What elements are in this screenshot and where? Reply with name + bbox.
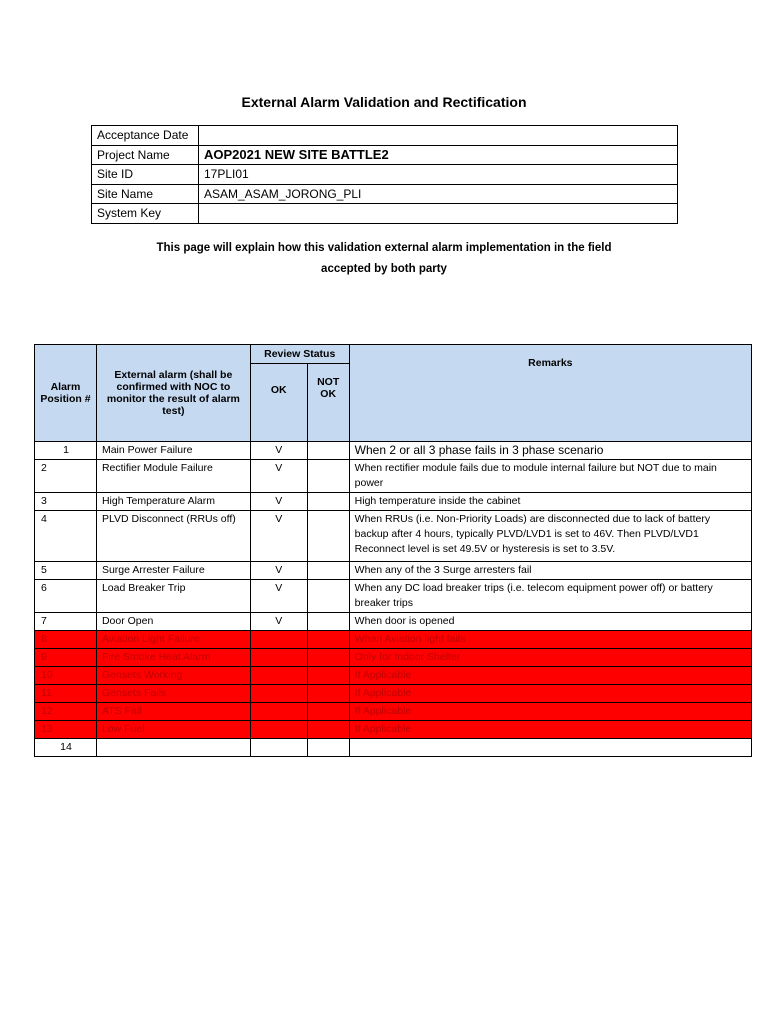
info-row-system-key [92,204,678,224]
info-row-acceptance-date [92,126,678,146]
status-ok-cell [250,685,307,703]
status-not-ok-cell [307,721,349,739]
info-label: Acceptance Date [92,126,199,146]
alarm-name-cell: PLVD Disconnect (RRUs off) [96,511,250,562]
header-external-alarm: External alarm (shall be confirmed with NOC to monitor the result of alarm test) [96,345,250,442]
table-row [35,580,752,613]
header-alarm-position: Alarm Position # [35,345,97,442]
alarm-name-cell: Gensets Fails [96,685,250,703]
info-row-site-id [92,165,678,185]
remarks-cell: Only for Indoor Shelter [349,649,751,667]
alarm-name-cell: Aviation Light Failure [96,631,250,649]
table-row [35,649,752,667]
info-label: Site Name [92,184,199,204]
status-ok-cell: V [250,562,307,580]
status-ok-cell: V [250,580,307,613]
header-row [35,345,752,364]
alarm-name-cell: Door Open [96,613,250,631]
page-title: External Alarm Validation and Rectification [241,94,527,110]
status-not-ok-cell [307,631,349,649]
site-info-table [91,125,678,224]
table-row [35,493,752,511]
alarm-name-cell: Main Power Failure [96,442,250,460]
status-ok-cell: V [250,493,307,511]
remarks-cell: If Applicable [349,721,751,739]
status-not-ok-cell [307,613,349,631]
alarm-name-cell: Load Breaker Trip [96,580,250,613]
info-value [199,126,678,146]
info-row-project-name [92,145,678,165]
alarm-position-cell: 6 [35,580,97,613]
status-not-ok-cell [307,442,349,460]
table-row [35,442,752,460]
remarks-cell: When door is opened [349,613,751,631]
remarks-cell: When rectifier module fails due to module internal failure but NOT due to main power [349,460,751,493]
status-ok-cell: V [250,442,307,460]
info-row-site-name [92,184,678,204]
remarks-cell: High temperature inside the cabinet [349,493,751,511]
alarm-position-cell: 4 [35,511,97,562]
status-ok-cell [250,739,307,757]
table-row [35,562,752,580]
alarm-position-cell: 8 [35,631,97,649]
alarm-name-cell: ATS Fail [96,703,250,721]
alarm-name-cell: Low Fuel [96,721,250,739]
status-not-ok-cell [307,580,349,613]
status-not-ok-cell [307,685,349,703]
alarm-position-cell: 12 [35,703,97,721]
table-row [35,685,752,703]
alarm-position-cell: 14 [35,739,97,757]
info-label: System Key [92,204,199,224]
header-not-ok: NOT OK [307,364,349,442]
alarm-position-cell: 10 [35,667,97,685]
status-not-ok-cell [307,460,349,493]
remarks-cell: If Applicable [349,667,751,685]
status-ok-cell [250,721,307,739]
status-ok-cell [250,703,307,721]
alarm-position-cell: 2 [35,460,97,493]
info-value: 17PLI01 [199,165,678,185]
info-value [199,204,678,224]
status-ok-cell [250,631,307,649]
alarm-name-cell: Fire Smoke Heat Alarm [96,649,250,667]
alarm-position-cell: 13 [35,721,97,739]
table-row [35,460,752,493]
info-value: AOP2021 NEW SITE BATTLE2 [199,145,678,165]
status-not-ok-cell [307,562,349,580]
alarm-position-cell: 7 [35,613,97,631]
alarm-name-cell: Rectifier Module Failure [96,460,250,493]
header-ok: OK [250,364,307,442]
alarm-position-cell: 1 [35,442,97,460]
alarm-position-cell: 5 [35,562,97,580]
status-not-ok-cell [307,739,349,757]
intro-text: This page will explain how this validation external alarm implementation in the field accepted by both party [156,242,612,275]
alarm-position-cell: 11 [35,685,97,703]
status-not-ok-cell [307,703,349,721]
status-not-ok-cell [307,649,349,667]
table-row [35,511,752,562]
status-ok-cell: V [250,613,307,631]
status-not-ok-cell [307,667,349,685]
status-not-ok-cell [307,493,349,511]
remarks-cell: When any DC load breaker trips (i.e. telecom equipment power off) or battery breaker trips [349,580,751,613]
table-row [35,739,752,757]
status-ok-cell: V [250,460,307,493]
table-row [35,613,752,631]
remarks-cell: When any of the 3 Surge arresters fail [349,562,751,580]
status-not-ok-cell [307,511,349,562]
header-remarks: Remarks [349,345,751,442]
remarks-cell: When Aviation light fails [349,631,751,649]
alarm-position-cell: 9 [35,649,97,667]
table-row [35,667,752,685]
table-row [35,631,752,649]
header-review-status: Review Status [250,345,349,364]
table-row [35,703,752,721]
status-ok-cell: V [250,511,307,562]
alarm-name-cell [96,739,250,757]
remarks-cell: If Applicable [349,685,751,703]
alarm-name-cell: Gensets Working [96,667,250,685]
remarks-cell: When 2 or all 3 phase fails in 3 phase scenario [349,442,751,460]
remarks-cell: When RRUs (i.e. Non-Priority Loads) are disconnected due to lack of battery backup after 4 hours, typically PLVD/LVD1 is set to 46V. Then PLVD/LVD1 Reconnect level is set 49.5V or hysteresis is set to 3.5V. [349,511,751,562]
table-row [35,721,752,739]
info-label: Project Name [92,145,199,165]
info-value: ASAM_ASAM_JORONG_PLI [199,184,678,204]
status-ok-cell [250,667,307,685]
alarm-name-cell: Surge Arrester Failure [96,562,250,580]
alarm-table [34,344,752,757]
status-ok-cell [250,649,307,667]
remarks-cell: If Applicable [349,703,751,721]
alarm-name-cell: High Temperature Alarm [96,493,250,511]
remarks-cell [349,739,751,757]
alarm-position-cell: 3 [35,493,97,511]
info-label: Site ID [92,165,199,185]
